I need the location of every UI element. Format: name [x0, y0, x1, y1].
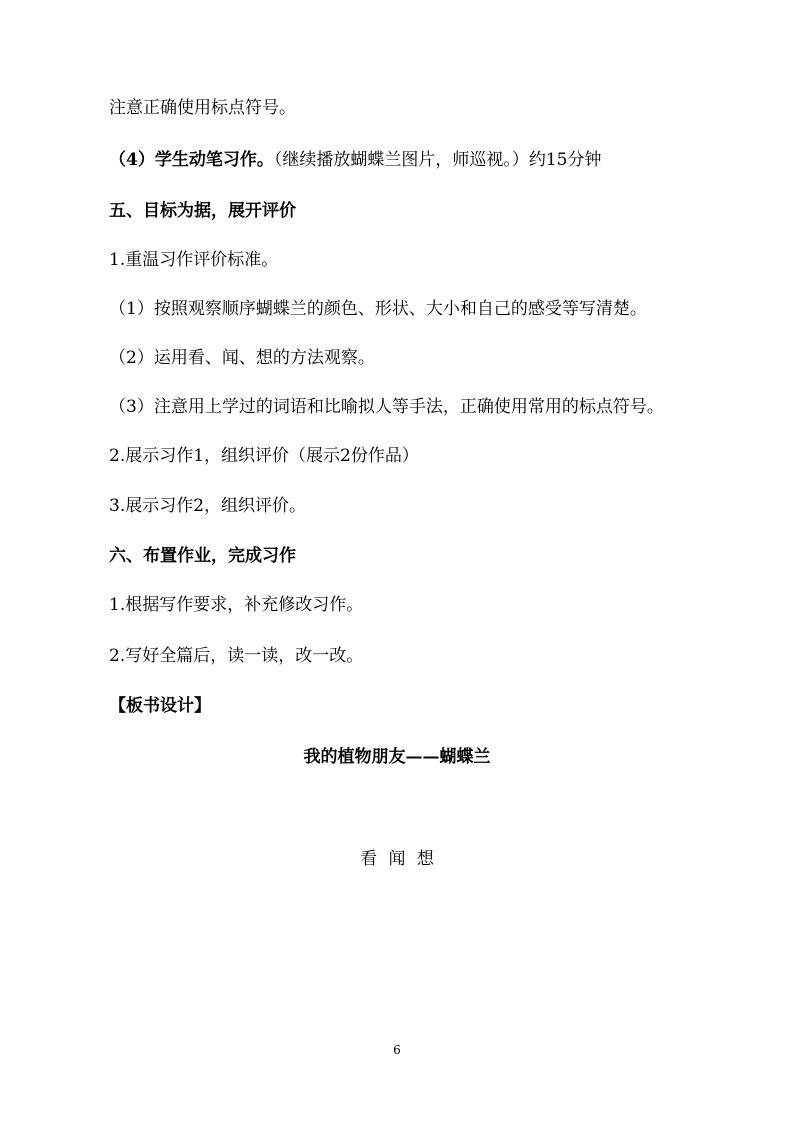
board-word-think: 想 — [416, 849, 434, 869]
list-item-review-criteria: 1.重温习作评价标准。 — [109, 250, 279, 270]
board-word-look: 看 — [360, 849, 378, 869]
board-design-heading: 【板书设计】 — [109, 696, 211, 716]
step-4-note: （继续播放蝴蝶兰图片，师巡视。）约15分钟 — [273, 150, 602, 170]
board-title: 我的植物朋友——蝴蝶兰 — [303, 747, 491, 767]
homework-item-1: 1.根据写作要求，补充修改习作。 — [109, 595, 364, 615]
list-item-show-work-2: 3.展示习作2，组织评价。 — [109, 496, 307, 516]
criterion-1: （1）按照观察顺序蝴蝶兰的颜色、形状、大小和自己的感受等写清楚。 — [109, 299, 647, 319]
section-6-heading: 六、布置作业，完成习作 — [109, 546, 296, 566]
board-word-smell: 闻 — [388, 849, 406, 869]
list-item-show-work-1: 2.展示习作1，组织评价（展示2份作品） — [109, 446, 419, 466]
paragraph-punctuation-note: 注意正确使用标点符号。 — [109, 98, 296, 118]
page-number: 6 — [393, 1043, 401, 1057]
step-4-line — [109, 149, 601, 171]
board-words — [0, 848, 794, 870]
step-4-heading: （4）学生动笔习作。 — [109, 150, 274, 170]
criterion-2: （2）运用看、闻、想的方法观察。 — [109, 348, 375, 368]
homework-item-2: 2.写好全篇后，读一读，改一改。 — [109, 646, 364, 666]
section-5-heading: 五、目标为据，展开评价 — [109, 201, 296, 221]
criterion-3: （3）注意用上学过的词语和比喻拟人等手法，正确使用常用的标点符号。 — [109, 397, 664, 417]
